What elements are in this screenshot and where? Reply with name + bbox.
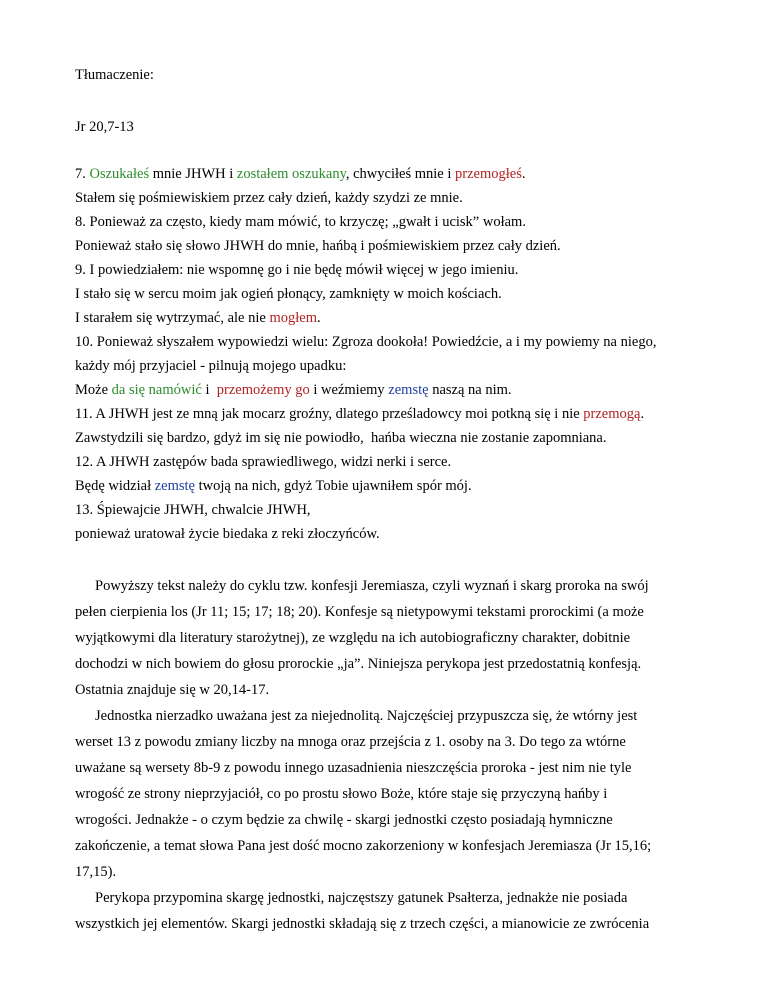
- verse-line: ponieważ uratował życie biedaka z reki złoczyńców.: [75, 526, 380, 542]
- verse-line: I stało się w sercu moim jak ogień płonący, zamknięty w moich kościach.: [75, 286, 502, 302]
- verse-line: Stałem się pośmiewiskiem przez cały dzień, każdy szydzi ze mnie.: [75, 190, 463, 206]
- text: 11. A JHWH jest ze mną jak mocarz groźny, dlatego prześladowcy moi potkną się i nie: [75, 406, 584, 422]
- verse-7: [75, 165, 525, 183]
- text: .: [640, 406, 645, 422]
- translation-heading: Tłumaczenie:: [75, 67, 154, 83]
- paragraph-line: werset 13 z powodu zmiany liczby na mnoga oraz przejścia z 1. osoby na 3. Do tego za wtórne: [75, 734, 626, 750]
- paragraph-line: wyjątkowymi dla literatury starożytnej), ze względu na ich autobiograficzny charakter, dobitnie: [75, 630, 631, 646]
- paragraph-line: Powyższy tekst należy do cyklu tzw. konfesji Jeremiasza, czyli wyznań i skarg proroka na swój: [95, 578, 649, 594]
- verse-number: 7.: [75, 166, 90, 182]
- text: I starałem się wytrzymać, ale nie: [75, 310, 270, 326]
- paragraph-line: uważane są wersety 8b-9 z powodu innego uzasadnienia nieszczęścia proroka - jest nim nie tyle: [75, 760, 632, 776]
- verse-11: [75, 405, 644, 423]
- verse-10: 10. Ponieważ słyszałem wypowiedzi wielu: Zgroza dookoła! Powiedźcie, a i my powiemy na niego,: [75, 334, 657, 350]
- highlight-red: mogłem: [269, 310, 317, 326]
- verse-13: 13. Śpiewajcie JHWH, chwalcie JHWH,: [75, 502, 311, 518]
- paragraph-line: wrogość ze strony nieprzyjaciół, co po prostu słowo Boże, które staje się przyczyną hańby i: [75, 786, 608, 802]
- text: i weźmiemy: [309, 382, 389, 398]
- highlight-green: da się namówić: [111, 382, 202, 398]
- paragraph-line: Perykopa przypomina skargę jednostki, najczęstszy gatunek Psałterza, jednakże nie posiada: [95, 890, 628, 906]
- paragraph-line: zakończenie, a temat słowa Pana jest dość mocno zakorzeniony w konfesjach Jeremiasza (Jr 15,16;: [75, 838, 652, 854]
- text: naszą na nim.: [428, 382, 512, 398]
- text: Będę widział: [75, 478, 155, 494]
- paragraph-line: Jednostka nierzadko uważana jest za niejednolitą. Najczęściej przypuszcza się, że wtórny jest: [95, 708, 638, 724]
- highlight-red: przemogą: [583, 406, 641, 422]
- paragraph-line: wrogości. Jednakże - o czym będzie za chwilę - skargi jednostki często posiadają hymniczne: [75, 812, 613, 828]
- verse-line: Zawstydzili się bardzo, gdyż im się nie powiodło, hańba wieczna nie zostanie zapomniana.: [75, 430, 607, 446]
- passage-reference: Jr 20,7-13: [75, 119, 134, 135]
- text: Może: [75, 382, 112, 398]
- verse-12: 12. A JHWH zastępów bada sprawiedliwego, widzi nerki i serce.: [75, 454, 452, 470]
- verse-8: 8. Ponieważ za często, kiedy mam mówić, to krzyczę; „gwałt i ucisk” wołam.: [75, 214, 526, 230]
- highlight-red: przemożemy go: [216, 382, 310, 398]
- paragraph-line: wszystkich jej elementów. Skargi jednostki składają się z trzech części, a mianowicie ze zwrócenia: [75, 916, 650, 932]
- text: .: [317, 310, 321, 326]
- highlight-green: zostałem oszukany: [236, 166, 346, 182]
- paragraph-line: 17,15).: [75, 864, 117, 880]
- paragraph-line: Ostatnia znajduje się w 20,14-17.: [75, 682, 270, 698]
- highlight-green: Oszukałeś: [89, 166, 150, 182]
- text: mnie JHWH i: [149, 166, 237, 182]
- highlight-blue: zemstę: [388, 382, 429, 398]
- text: twoją na nich, gdyż Tobie ujawniłem spór mój.: [195, 478, 472, 494]
- verse-line: [75, 309, 321, 327]
- highlight-red: przemogłeś: [455, 166, 522, 182]
- verse-9: 9. I powiedziałem: nie wspomnę go i nie będę mówił więcej w jego imieniu.: [75, 262, 519, 278]
- highlight-blue: zemstę: [154, 478, 195, 494]
- verse-line: każdy mój przyjaciel - pilnują mojego upadku:: [75, 358, 347, 374]
- text: i: [201, 382, 217, 398]
- paragraph-line: dochodzi w nich bowiem do głosu prorockie „ja”. Niniejsza perykopa jest przedostatnią konfesją.: [75, 656, 642, 672]
- text: .: [521, 166, 526, 182]
- verse-line: Ponieważ stało się słowo JHWH do mnie, hańbą i pośmiewiskiem przez cały dzień.: [75, 238, 561, 254]
- text: , chwyciłeś mnie i: [345, 166, 456, 182]
- verse-line: [75, 381, 512, 399]
- paragraph-line: pełen cierpienia los (Jr 11; 15; 17; 18; 20). Konfesje są nietypowymi tekstami prorockimi (a może: [75, 604, 644, 620]
- verse-line: [75, 477, 472, 495]
